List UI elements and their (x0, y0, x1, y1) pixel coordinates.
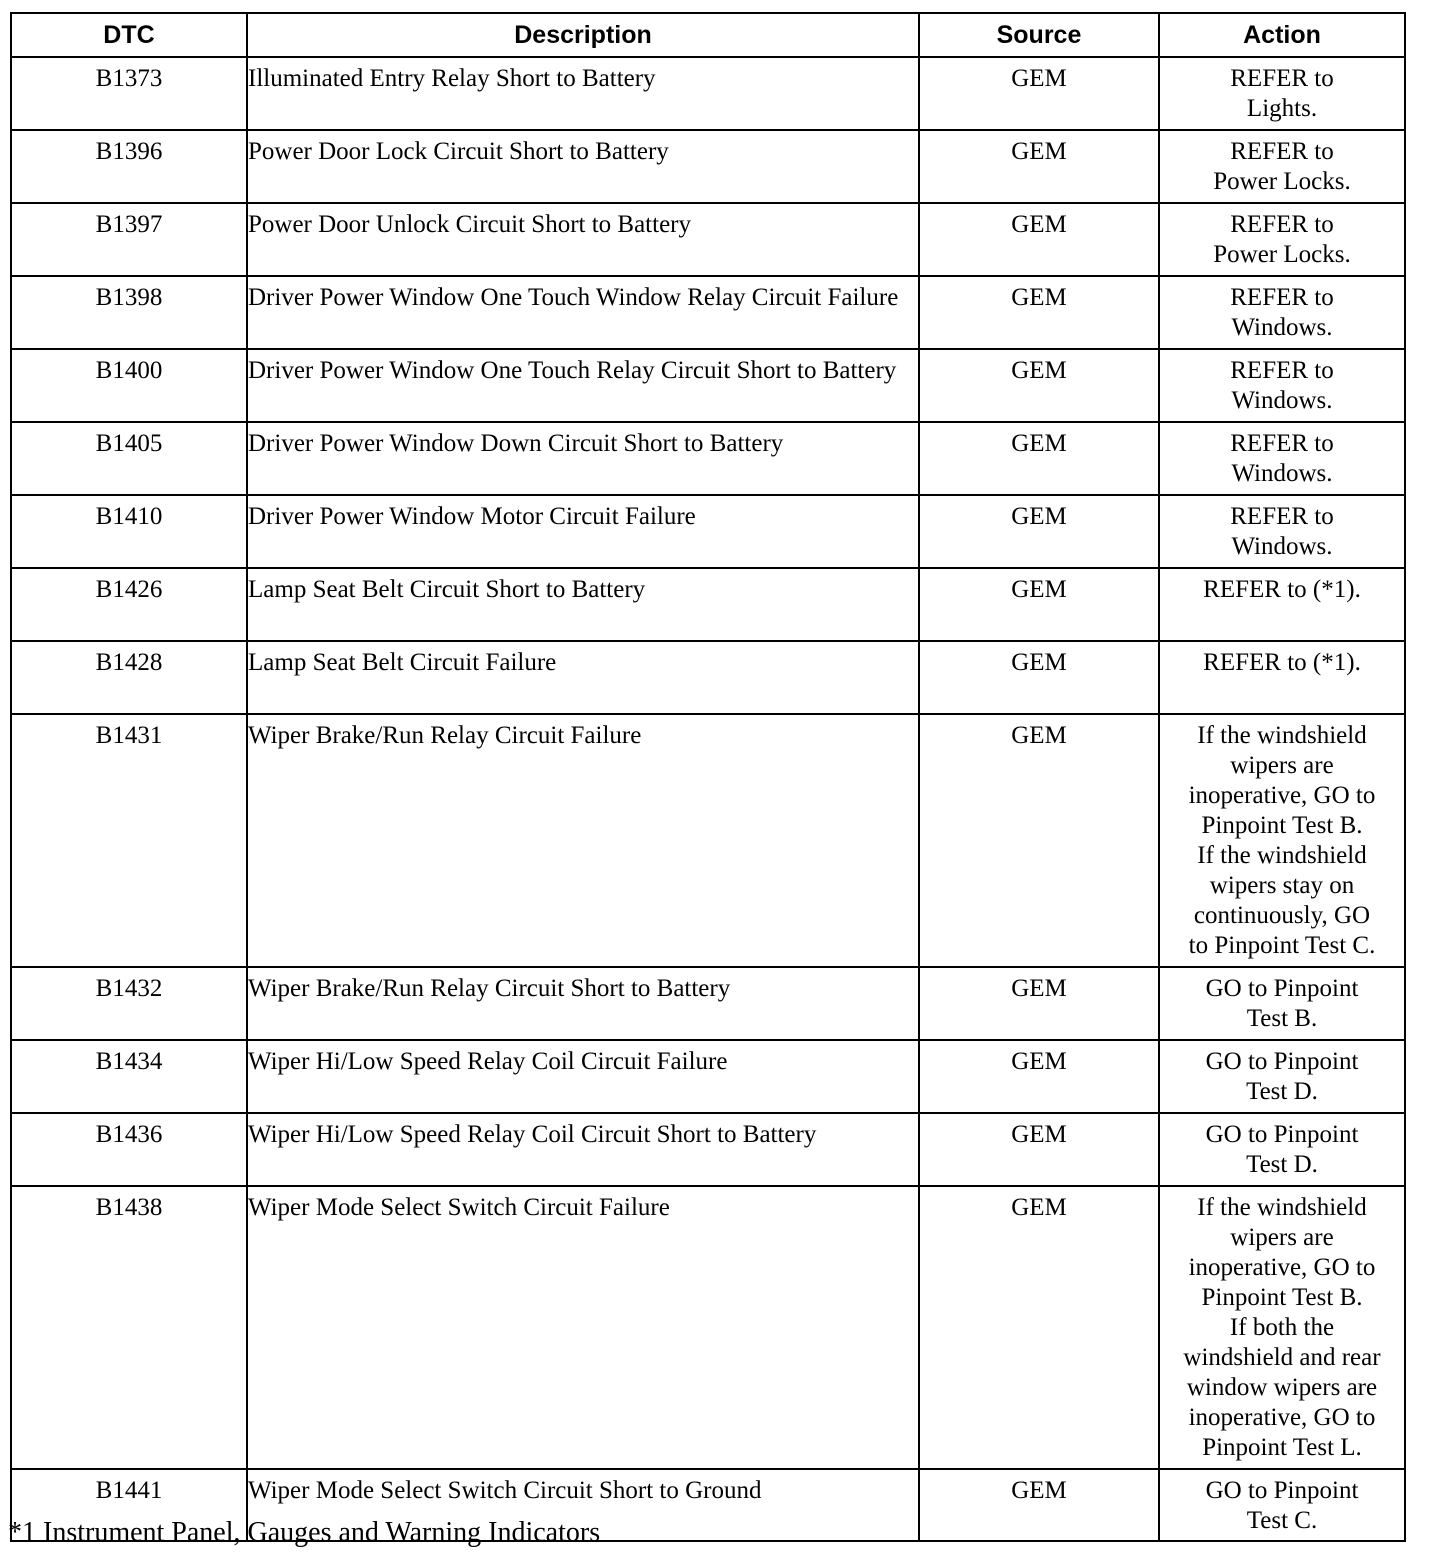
dtc-description: Power Door Unlock Circuit Short to Battery (247, 203, 919, 276)
action-line: Windows. (1231, 387, 1333, 414)
dtc-table (10, 12, 1406, 1542)
dtc-source: GEM (919, 349, 1159, 422)
dtc-description: Wiper Hi/Low Speed Relay Coil Circuit Failure (247, 1040, 919, 1113)
dtc-action (1159, 568, 1405, 641)
dtc-source: GEM (919, 641, 1159, 714)
action-line: If the windshield (1197, 722, 1367, 749)
dtc-source: GEM (919, 714, 1159, 967)
action-line: wipers are (1230, 1224, 1334, 1251)
action-line: Windows. (1231, 533, 1333, 560)
dtc-action (1159, 276, 1405, 349)
dtc-code: B1396 (11, 130, 247, 203)
dtc-code: B1398 (11, 276, 247, 349)
action-line: wipers are (1230, 752, 1334, 779)
action-line: Power Locks. (1213, 241, 1351, 268)
dtc-source: GEM (919, 276, 1159, 349)
action-line: Test D. (1246, 1151, 1318, 1178)
dtc-source: GEM (919, 422, 1159, 495)
dtc-action (1159, 495, 1405, 568)
table-row (11, 1113, 1405, 1186)
table-body (11, 57, 1405, 1541)
dtc-code: B1405 (11, 422, 247, 495)
header-action: Action (1159, 13, 1405, 57)
action-line: Power Locks. (1213, 168, 1351, 195)
dtc-code: B1397 (11, 203, 247, 276)
action-line: REFER to (1230, 65, 1334, 92)
table-row (11, 130, 1405, 203)
action-line: Test B. (1246, 1005, 1318, 1032)
dtc-source: GEM (919, 130, 1159, 203)
action-line: continuously, GO (1193, 902, 1371, 929)
action-line: REFER to (*1). (1203, 576, 1361, 603)
action-line: GO to Pinpoint (1205, 1121, 1359, 1148)
action-line: window wipers are (1186, 1374, 1378, 1401)
action-line: GO to Pinpoint (1205, 1048, 1359, 1075)
dtc-code: B1428 (11, 641, 247, 714)
action-line: to Pinpoint Test C. (1188, 932, 1376, 959)
dtc-source: GEM (919, 1186, 1159, 1469)
dtc-code: B1400 (11, 349, 247, 422)
table-row (11, 349, 1405, 422)
action-line: Pinpoint Test B. (1201, 1284, 1363, 1311)
dtc-description: Power Door Lock Circuit Short to Battery (247, 130, 919, 203)
dtc-description: Driver Power Window Motor Circuit Failure (247, 495, 919, 568)
table-row (11, 276, 1405, 349)
action-line: inoperative, GO to (1188, 1404, 1376, 1431)
dtc-action (1159, 1040, 1405, 1113)
dtc-description: Wiper Brake/Run Relay Circuit Failure (247, 714, 919, 967)
dtc-action (1159, 130, 1405, 203)
table-row (11, 641, 1405, 714)
dtc-code: B1438 (11, 1186, 247, 1469)
action-line: REFER to (*1). (1203, 649, 1361, 676)
dtc-source: GEM (919, 1040, 1159, 1113)
action-line: windshield and rear (1183, 1344, 1381, 1371)
dtc-action (1159, 57, 1405, 130)
dtc-source: GEM (919, 57, 1159, 130)
dtc-source: GEM (919, 1113, 1159, 1186)
dtc-description: Wiper Mode Select Switch Circuit Short to Ground (247, 1469, 919, 1541)
action-line: Pinpoint Test L. (1202, 1434, 1362, 1461)
action-line: Windows. (1231, 460, 1333, 487)
dtc-code: B1410 (11, 495, 247, 568)
action-line: Lights. (1246, 95, 1318, 122)
action-line: REFER to (1230, 284, 1334, 311)
action-line: REFER to (1230, 430, 1334, 457)
dtc-code: B1441 (11, 1469, 247, 1541)
action-line: REFER to (1230, 138, 1334, 165)
dtc-description: Driver Power Window One Touch Window Relay Circuit Failure (247, 276, 919, 349)
dtc-source: GEM (919, 568, 1159, 641)
action-line: inoperative, GO to (1188, 782, 1376, 809)
action-line: If the windshield (1197, 1194, 1367, 1221)
action-line: If the windshield (1197, 842, 1367, 869)
action-line: Test D. (1246, 1078, 1318, 1105)
table-row (11, 967, 1405, 1040)
action-line: Test C. (1246, 1507, 1318, 1534)
table-row (11, 568, 1405, 641)
footnote: *1 Instrument Panel, Gauges and Warning Indicators (8, 1517, 601, 1548)
dtc-source: GEM (919, 495, 1159, 568)
action-line: Pinpoint Test B. (1201, 812, 1363, 839)
dtc-description: Driver Power Window Down Circuit Short to Battery (247, 422, 919, 495)
dtc-description: Wiper Mode Select Switch Circuit Failure (247, 1186, 919, 1469)
dtc-description: Lamp Seat Belt Circuit Short to Battery (247, 568, 919, 641)
dtc-description: Wiper Hi/Low Speed Relay Coil Circuit Short to Battery (247, 1113, 919, 1186)
header-description: Description (247, 13, 919, 57)
dtc-action (1159, 714, 1405, 967)
header-dtc: DTC (11, 13, 247, 57)
dtc-description: Lamp Seat Belt Circuit Failure (247, 641, 919, 714)
dtc-action (1159, 1469, 1405, 1541)
dtc-action (1159, 967, 1405, 1040)
dtc-code: B1431 (11, 714, 247, 967)
dtc-code: B1432 (11, 967, 247, 1040)
action-line: Windows. (1231, 314, 1333, 341)
document-page (10, 12, 1404, 1542)
dtc-action (1159, 641, 1405, 714)
table-header-row (11, 13, 1405, 57)
action-line: If both the (1229, 1314, 1335, 1341)
dtc-action (1159, 422, 1405, 495)
action-line: REFER to (1230, 503, 1334, 530)
dtc-action (1159, 1113, 1405, 1186)
dtc-description: Driver Power Window One Touch Relay Circuit Short to Battery (247, 349, 919, 422)
action-line: inoperative, GO to (1188, 1254, 1376, 1281)
dtc-code: B1436 (11, 1113, 247, 1186)
dtc-source: GEM (919, 967, 1159, 1040)
dtc-description: Illuminated Entry Relay Short to Battery (247, 57, 919, 130)
table-row (11, 1040, 1405, 1113)
dtc-action (1159, 349, 1405, 422)
table-row (11, 1186, 1405, 1469)
table-row (11, 422, 1405, 495)
action-line: GO to Pinpoint (1205, 975, 1359, 1002)
dtc-code: B1434 (11, 1040, 247, 1113)
dtc-action (1159, 203, 1405, 276)
table-row (11, 57, 1405, 130)
table-row (11, 203, 1405, 276)
dtc-code: B1373 (11, 57, 247, 130)
dtc-description: Wiper Brake/Run Relay Circuit Short to Battery (247, 967, 919, 1040)
table-row (11, 495, 1405, 568)
action-line: REFER to (1230, 211, 1334, 238)
dtc-code: B1426 (11, 568, 247, 641)
dtc-action (1159, 1186, 1405, 1469)
dtc-source: GEM (919, 203, 1159, 276)
action-line: GO to Pinpoint (1205, 1477, 1359, 1504)
header-source: Source (919, 13, 1159, 57)
table-row (11, 714, 1405, 967)
action-line: REFER to (1230, 357, 1334, 384)
dtc-source: GEM (919, 1469, 1159, 1541)
action-line: wipers stay on (1209, 872, 1355, 899)
